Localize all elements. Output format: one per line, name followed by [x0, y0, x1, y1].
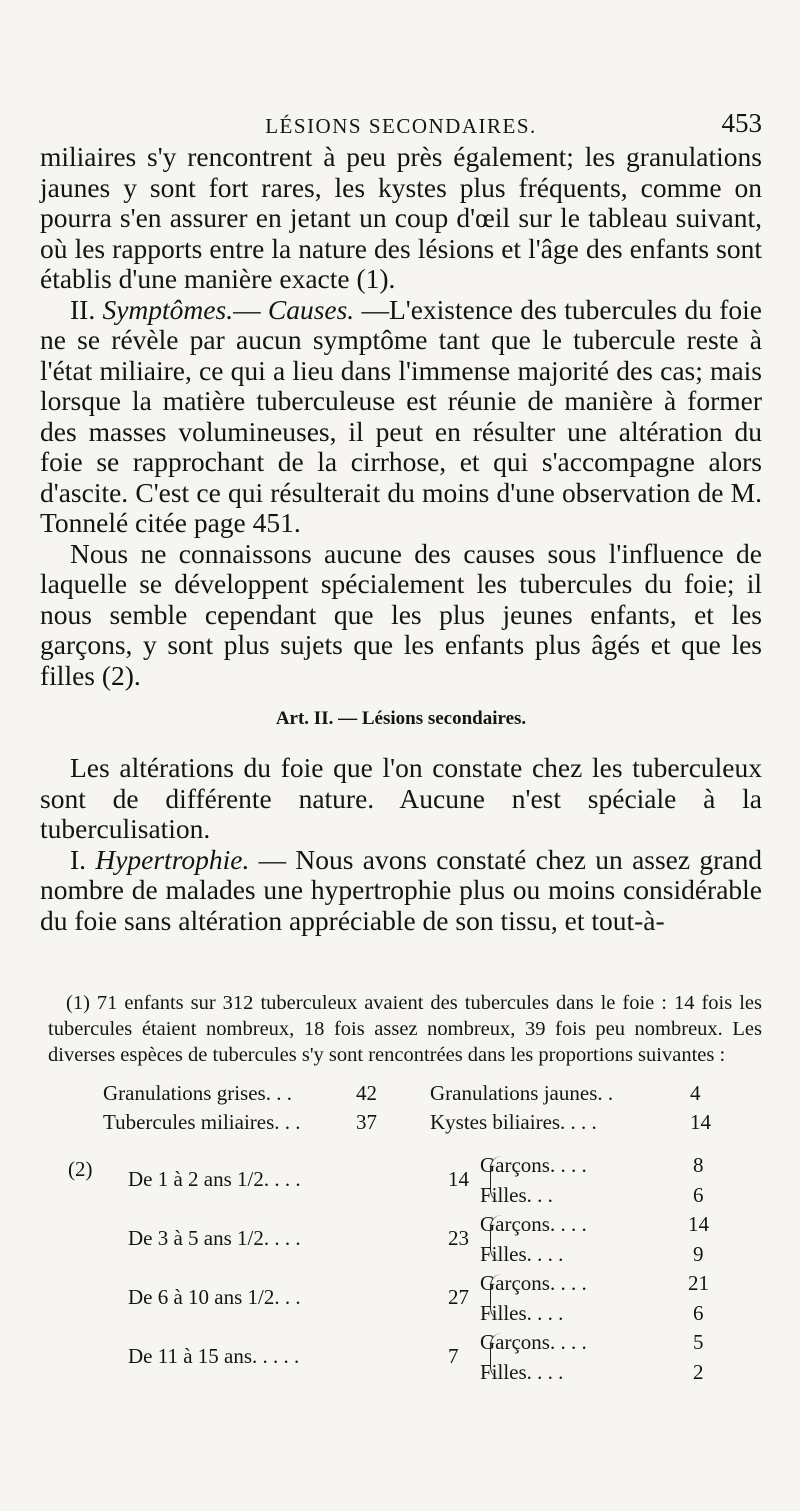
girls-count: 6 [693, 1301, 704, 1325]
page-number: 453 [721, 108, 762, 138]
girls-count: 6 [693, 1183, 704, 1207]
footnote-2-marker: (2) [68, 1157, 93, 1181]
hypertrophie-heading: Hypertrophie. [95, 843, 250, 875]
age-row [48, 1152, 762, 1211]
proportion-label: Tubercules miliaires. . . [103, 1110, 301, 1134]
page-header [40, 108, 762, 144]
girls-count: 9 [693, 1242, 704, 1266]
article-heading [40, 707, 762, 731]
age-range: De 6 à 10 ans 1/2. . . [128, 1285, 301, 1309]
proportions-row [48, 1109, 762, 1138]
hypertrophie-text: — Nous avons constaté chez un assez grand nombre de malades une hypertrophie plus ou moins considérable du foie sans altération appréciable de son tissu, et tout-à- [40, 843, 762, 936]
age-total: 7 [448, 1344, 459, 1368]
girls-label: Filles. . . . [480, 1242, 564, 1266]
proportions-table [48, 1080, 762, 1138]
boys-label: Garçons. . . . [480, 1212, 587, 1236]
proportion-label: Kystes biliaires. . . . [430, 1110, 597, 1134]
girls-count: 2 [693, 1360, 704, 1384]
age-row [48, 1270, 762, 1329]
age-range: De 1 à 2 ans 1/2. . . . [128, 1167, 301, 1191]
dash: — [233, 293, 268, 325]
age-range: De 3 à 5 ans 1/2. . . . [128, 1226, 301, 1250]
proportion-value: 42 [356, 1081, 377, 1105]
age-range: De 11 à 15 ans. . . . . [128, 1344, 300, 1368]
footnotes [48, 990, 762, 1388]
boys-count: 21 [688, 1271, 709, 1295]
boys-count: 14 [688, 1212, 709, 1236]
boys-label: Garçons. . . . [480, 1153, 587, 1177]
footnote-1: (1) 71 enfants sur 312 tuberculeux avaient des tubercules dans le foie : 14 fois les tubercules étaient nombreux, 18 fois assez nombreux, 39 fois peu nombreux. Les diverses espèces de tubercules s'y sont rencontrées dans les proportions suivantes : [48, 992, 762, 1066]
causes-heading: Causes. [267, 293, 355, 325]
section-number: I. [70, 843, 96, 875]
symptomes-text: —L'existence des tubercules du foie ne se révèle par aucun symptôme tant que le tubercule reste à l'état miliaire, ce qui a lieu dans l'immense majorité des cas; mais lorsque la matière tuberculeuse est réunie de manière à former des masses volumineuses, il peut en résulter une altération du foie se rapprochant de la cirrhose, et qui s'accompagne alors d'ascite. C'est ce qui résulterait du moins d'une observation de M. Tonnelé citée page 451. [40, 293, 763, 538]
paragraph-hypertrophie [40, 845, 762, 937]
paragraph-alterations: Les altérations du foie que l'on constate chez les tuberculeux sont de différente nature. Aucune n'est spéciale à la tuberculisation. [40, 752, 762, 844]
proportion-value: 14 [690, 1110, 711, 1134]
age-table [48, 1152, 762, 1388]
section-number: II. [70, 293, 103, 325]
paragraph-symptomes [40, 295, 762, 539]
proportion-label: Granulations jaunes. . [430, 1081, 614, 1105]
main-text [40, 142, 762, 936]
girls-label: Filles. . . . [480, 1301, 564, 1325]
paragraph-causes: Nous ne connaissons aucune des causes sous l'influence de laquelle se développent spécialement les tubercules du foie; il nous semble cependant que les plus jeunes enfants, et les garçons, y sont plus sujets que les enfants plus âgés et que les filles (2). [40, 537, 762, 691]
proportion-value: 37 [356, 1110, 377, 1134]
boys-count: 8 [693, 1153, 704, 1177]
proportion-label: Granulations grises. . . [103, 1081, 292, 1105]
girls-label: Filles. . . . [480, 1360, 564, 1384]
age-total: 27 [448, 1285, 469, 1309]
age-row [48, 1329, 762, 1388]
running-title: LÉSIONS SECONDAIRES. [265, 114, 537, 138]
boys-count: 5 [693, 1330, 704, 1354]
boys-label: Garçons. . . . [480, 1330, 587, 1354]
age-total: 23 [448, 1226, 469, 1250]
girls-label: Filles. . . [480, 1183, 553, 1207]
proportion-value: 4 [690, 1081, 701, 1105]
age-total: 14 [448, 1167, 469, 1191]
proportions-row [48, 1080, 762, 1109]
article-label: Art. II. [275, 708, 334, 729]
boys-label: Garçons. . . . [480, 1271, 587, 1295]
age-row [48, 1211, 762, 1270]
article-title: — Lésions secondaires. [333, 708, 527, 729]
paragraph-miliaires: miliaires s'y rencontrent à peu près également; les granulations jaunes y sont fort rares, les kystes plus fréquents, comme on pourra s'en assurer en jetant un coup d'œil sur le tableau suivant, où les rapports entre la nature des lésions et l'âge des enfants sont établis d'une manière exacte (1). [40, 141, 762, 294]
symptomes-heading: Symptômes. [102, 293, 234, 325]
